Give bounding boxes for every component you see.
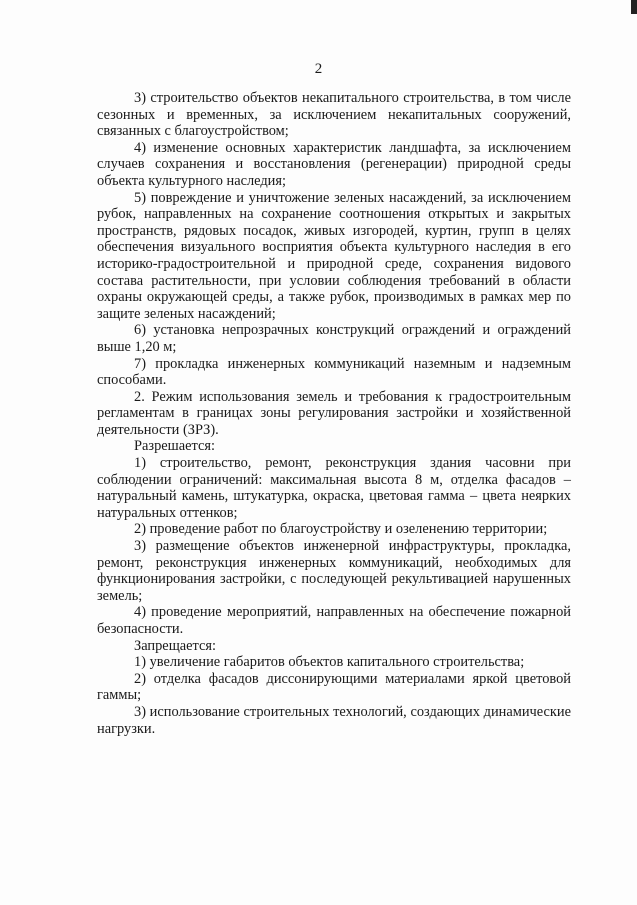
prohibited-item-1: 1) увеличение габаритов объектов капитального строительства; xyxy=(134,654,525,671)
scan-edge-mark xyxy=(631,0,637,14)
permitted-item-1: 1) строительство, ремонт, реконструкция здания часовни при соблюдении ограничений: максимальная высота 8 м, отделка фасадов – натуральный камень, штукатурка, окраска, цветовая гамма – цвета неярких натуральных оттенков; xyxy=(97,455,571,521)
prohibited-item-2: 2) отделка фасадов диссонирующими материалами яркой цветовой гаммы; xyxy=(97,670,571,704)
permitted-item-4: 4) проведение мероприятий, направленных на обеспечение пожарной безопасности. xyxy=(97,604,571,637)
prohibited-heading: Запрещается: xyxy=(134,637,217,654)
document-body xyxy=(97,90,571,737)
permitted-item-3: 3) размещение объектов инженерной инфраструктуры, прокладка, ремонт, реконструкция инженерных коммуникаций, необходимых для функционирования застройки, с последующей рекультивацией нарушенных земель; xyxy=(97,538,571,604)
permitted-item-2: 2) проведение работ по благоустройству и озеленению территории; xyxy=(134,521,548,538)
paragraph-item-3: 3) строительство объектов некапитального строительства, в том числе сезонных и временных, за исключением некапитальных сооружений, связанных с благоустройством; xyxy=(97,90,571,140)
paragraph-item-4: 4) изменение основных характеристик ландшафта, за исключением случаев сохранения и восстановления (регенерации) природной среды объекта культурного наследия; xyxy=(97,139,571,189)
page-number: 2 xyxy=(314,61,323,77)
paragraph-item-5: 5) повреждение и уничтожение зеленых насаждений, за исключением рубок, направленных на сохранение соотношения открытых и закрытых пространств, рядовых посадок, живых изгородей, куртин, групп в целях обеспечения визуального восприятия объекта культурного наследия в его историко-градостроительной и природной среде, сохранения видового состава растительности, при условии соблюдения требований в области охраны окружающей среды, а также рубок, производимых в рамках мер по защите зеленых насаждений; xyxy=(97,189,571,322)
section-2-heading: 2. Режим использования земель и требования к градостроительным регламентам в границах зоны регулирования застройки и хозяйственной деятельности (ЗРЗ). xyxy=(97,388,571,438)
paragraph-item-6: 6) установка непрозрачных конструкций ограждений и ограждений выше 1,20 м; xyxy=(97,322,571,355)
permitted-heading: Разрешается: xyxy=(134,438,215,455)
prohibited-item-3: 3) использование строительных технологий, создающих динамические нагрузки. xyxy=(97,703,571,737)
paragraph-item-7: 7) прокладка инженерных коммуникаций наземным и надземным способами. xyxy=(97,355,571,389)
